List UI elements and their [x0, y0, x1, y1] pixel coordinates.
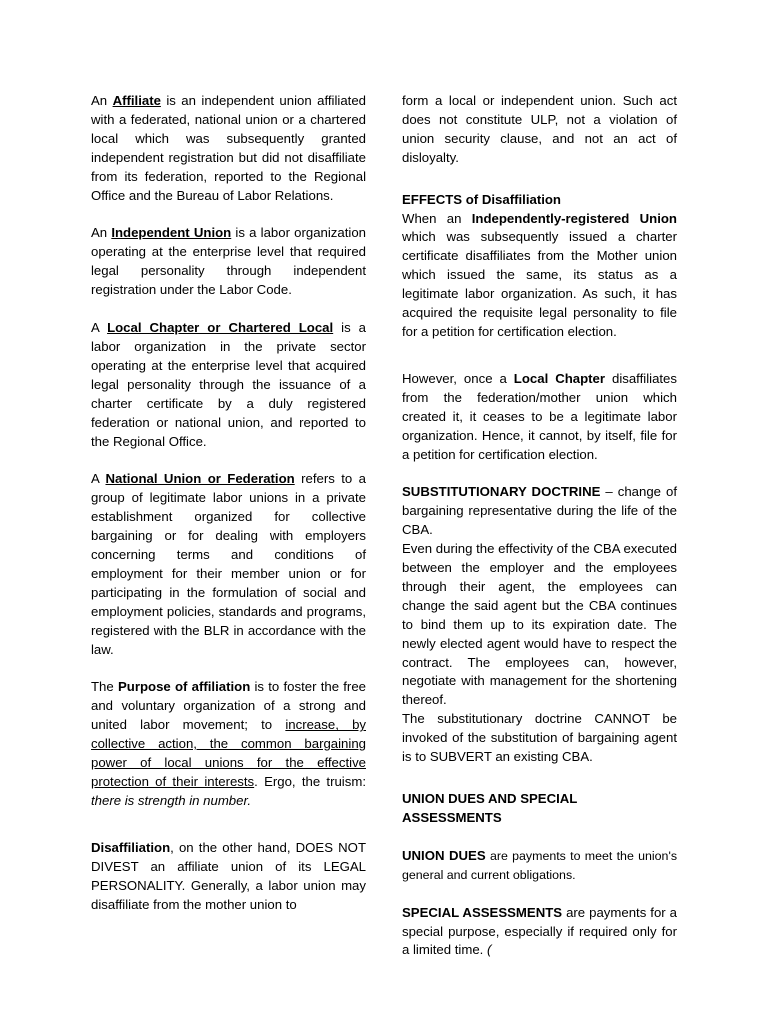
special-assessments-term: SPECIAL ASSESSMENTS	[402, 904, 563, 920]
disaffiliation-term: Disaffiliation	[91, 839, 171, 855]
disaffiliation-continuation: form a local or independent union. Such act does not constitute ULP, not a violation of union security clause, and not an act of disloyalty.	[402, 93, 677, 165]
affiliate-term: Affiliate	[112, 93, 161, 108]
national-union-term: National Union or Federation	[105, 471, 295, 487]
truism: there is strength in number.	[91, 792, 252, 808]
substitutionary-para3: The substitutionary doctrine CANNOT be invoked of the substitution of bargaining agent is to SUBVERT an existing CBA.	[402, 711, 677, 765]
independently-registered-term: Independently-registered Union	[471, 210, 677, 226]
effects-heading: EFFECTS of Disaffiliation	[402, 191, 561, 207]
independent-union-definition: An Independent Union is a labor organization operating at the enterprise level that required legal personality through independent registration under the Labor Code.	[91, 225, 366, 298]
national-union-definition: A National Union or Federation refers to a group of legitimate labor unions in a private establishment organized for collective bargaining or for dealing with employers concerning terms and conditions of employment for their member union or for participating in the formulation of social and employment policies, standards and programs, registered with the BLR in accordance with the law.	[91, 471, 366, 657]
disaffiliation-paragraph: Disaffiliation, on the other hand, DOES NOT DIVEST an affiliate union of its LEGAL PERSONALITY. Generally, a labor union may disaffiliate from the mother union to	[91, 839, 366, 912]
purpose-term: Purpose of affiliation	[117, 679, 251, 695]
dues-heading: UNION DUES AND SPECIAL ASSESSMENTS	[402, 791, 578, 825]
union-dues-term: UNION DUES	[402, 847, 486, 863]
purpose-underlined-phrase: increase, by collective action, the common bargaining power of local unions for the effective protection of their interests	[91, 717, 366, 789]
substitutionary-doctrine: SUBSTITUTIONARY DOCTRINE – change of bargaining representative during the life of the CBA.	[402, 484, 677, 538]
right-column	[402, 92, 677, 960]
local-chapter-definition: A Local Chapter or Chartered Local is a labor organization in the private sector operating at the enterprise level that acquired legal personality through the issuance of a charter certificate by a duly registered federation or national union, and reported to the Regional Office.	[91, 320, 367, 449]
local-chapter-term: Local Chapter or Chartered Local	[107, 320, 334, 336]
union-dues-paragraph: UNION DUES are payments to meet the union's general and current obligations.	[402, 847, 678, 882]
special-assessments-paragraph: SPECIAL ASSESSMENTS are payments for a special purpose, especially if required only for a limited time. (	[402, 904, 677, 958]
local-chapter-effect-term: Local Chapter	[513, 370, 606, 386]
substitutionary-para2: Even during the effectivity of the CBA executed between the employer and the employees through their agent, the employees can change the said agent but the CBA continues to bind them up to its expiration date. The newly elected agent would have to respect the contract. The employees can, however, negotiate with management for the shortening thereof.	[402, 541, 677, 708]
local-chapter-effect: However, once a Local Chapter disaffiliates from the federation/mother union which created it, it ceases to be a legitimate labor organization. Hence, it cannot, by itself, file for a petition for certification election.	[402, 370, 677, 462]
affiliate-definition: An Affiliate is an independent union affiliated with a federated, national union or a chartered local which was subsequently granted independent registration but did not disaffiliate from its federation, reported to the Regional Office and the Bureau of Labor Relations.	[91, 93, 366, 203]
independent-union-term: Independent Union	[111, 225, 232, 241]
effects-paragraph: When an Independently-registered Union which was subsequently issued a charter certificate disaffiliates from the Mother union which issued the same, its status as a legitimate labor organization. As such, it has acquired the requisite legal personality to file for a petition for certification election.	[402, 210, 677, 339]
purpose-of-affiliation: The Purpose of affiliation is to foster the free and voluntary organization of a strong and united labor movement; to increase, by collective action, the common bargaining power of local unions for the effective protection of their interests. Ergo, the truism: there is strength in number.	[91, 679, 366, 808]
left-column	[91, 92, 366, 914]
substitutionary-term: SUBSTITUTIONARY DOCTRINE	[402, 484, 601, 500]
